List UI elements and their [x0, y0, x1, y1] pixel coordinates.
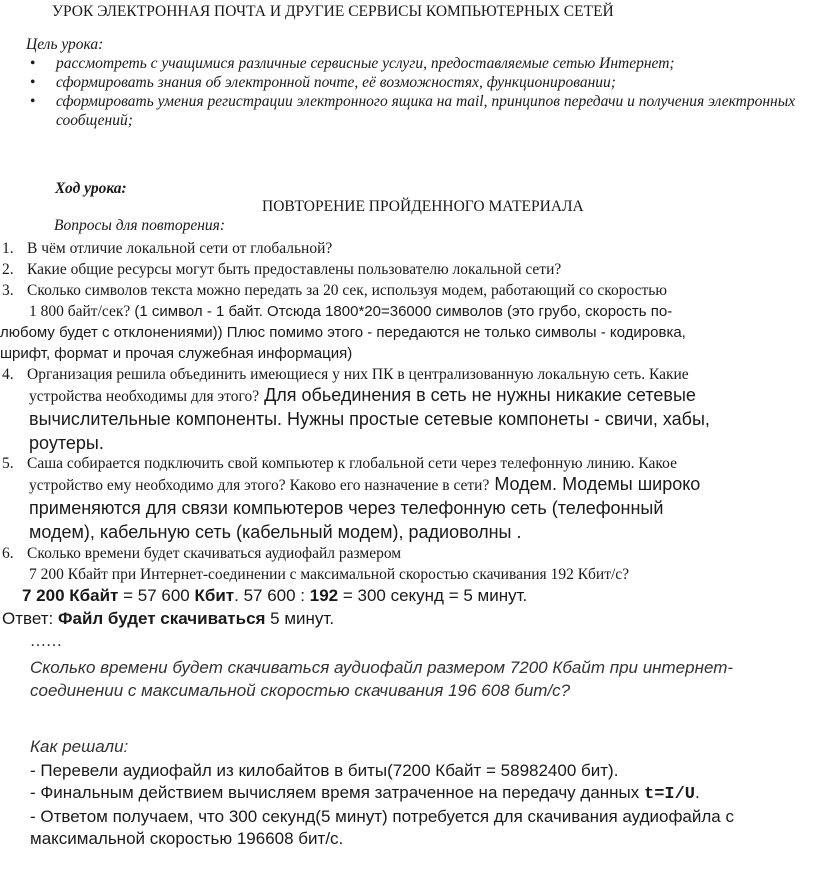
- question-text: Организация решила объединить имеющиеся у них ПК в централизованную локальную сеть. Какие: [27, 366, 689, 383]
- question-text: Какие общие ресурсы могут быть предоставлены пользователю локальной сети?: [27, 261, 562, 278]
- question-text: устройство ему необходимо для этого? Каково его назначение в сети?: [29, 477, 490, 494]
- question-item: 1. В чём отличие локальной сети от глобальной?: [0, 238, 800, 259]
- goal-item: • рассмотреть с учащимися различные сервисные услуги, предоставляемые сетью Интернет;: [30, 55, 675, 72]
- solution-step: - Ответом получаем, что 300 секунд(5 минут) потребуется для скачивания аудиофайла с максимальной скоростью 196608 бит/с.: [30, 807, 734, 848]
- question-text: 1 800 байт/сек?: [29, 303, 131, 320]
- goal-label: Цель урока:: [26, 36, 104, 53]
- questions-label: Вопросы для повторения:: [54, 217, 226, 234]
- answer-text: Модем. Модемы широко: [489, 474, 701, 494]
- bullet-icon: •: [30, 55, 36, 72]
- question-item: 2. Какие общие ресурсы могут быть предоставлены пользователю локальной сети?: [0, 259, 800, 280]
- answer-text: применяются для связи компьютеров через телефонную сеть (телефонный: [29, 498, 664, 518]
- question-item: 6. Сколько времени будет скачиваться аудиофайл размером 7 200 Кбайт при Интернет-соединении с максимальной скоростью скачивания 192 Кбит/с?: [0, 543, 800, 585]
- goal-item: • сформировать знания об электронной почте, её возможностях, функционировании;: [30, 74, 616, 91]
- goals-list: [28, 54, 798, 130]
- question-text: Сколько символов текста можно передать за 20 сек, используя модем, работающий со скоростью: [27, 282, 667, 299]
- lesson-title: УРОК ЭЛЕКТРОННАЯ ПОЧТА И ДРУГИЕ СЕРВИСЫ КОМПЬЮТЕРНЫХ СЕТЕЙ: [52, 3, 614, 20]
- question-item: 5. Саша собирается подключить свой компьютер к глобальной сети через телефонную линию. Какое устройство ему необходимо для этого? Каково его назначение в сети? Модем. Модемы широко применяются для связи компьютеров через телефонную сеть (телефонный модем), кабельную сеть (кабельный модем), радиоволны .: [0, 453, 800, 544]
- lesson-progress-heading: Ход урока:: [55, 180, 127, 197]
- answer-line: Ответ: Файл будет скачиваться 5 минут.: [2, 609, 335, 628]
- goal-item: • сформировать умения регистрации электронного ящика на mail, принципов передачи и получения электронных сообщений;: [30, 93, 796, 129]
- question-item: 4. Организация решила объединить имеющиеся у них ПК в централизованную локальную сеть. Какие устройства необходимы для этого? Для обьединения в сеть не нужны никакие сетевые вычислительные компоненты. Нужны простые сетевые компонеты - свичи, хабы, роутеры.: [0, 364, 800, 455]
- question-text: 7 200 Кбайт при Интернет-соединении с максимальной скоростью скачивания 192 Кбит/с?: [29, 566, 630, 583]
- solution-steps: [30, 760, 810, 850]
- bullet-icon: •: [30, 93, 36, 110]
- calculation-line: 7 200 Кбайт = 57 600 Кбит. 57 600 : 192 = 300 секунд = 5 минут.: [22, 586, 528, 605]
- bullet-icon: •: [30, 74, 36, 91]
- formula: t=I/U: [644, 785, 696, 804]
- question-text: устройства необходимы для этого?: [29, 388, 260, 405]
- question-text: В чём отличие локальной сети от глобальной?: [27, 240, 333, 257]
- question-text: Сколько времени будет скачиваться аудиофайл размером: [27, 545, 402, 562]
- answer-text: шрифт, формат и прочая служебная информация): [0, 345, 353, 362]
- question-text: Саша собирается подключить свой компьютер к глобальной сети через телефонную линию. Какое: [27, 455, 677, 472]
- answer-text: (1 символ - 1 байт. Отсюда 1800*20=36000 символов (это грубо, скорость по-: [130, 303, 673, 320]
- question-item: 3. Сколько символов текста можно передать за 20 сек, используя модем, работающий со скоростью 1 800 байт/сек? (1 символ - 1 байт. Отсюда 1800*20=36000 символов (это грубо, скорость по- любому будет с отклонениями)) Плюс помимо этого - передаются не только символы - кодировка, шрифт, формат и прочая служебная информация): [0, 280, 800, 364]
- how-solved-label: Как решали:: [30, 737, 129, 756]
- answer-text: роутеры.: [29, 433, 104, 453]
- answer-text: вычислительные компоненты. Нужны простые сетевые компонеты - свичи, хабы,: [29, 409, 710, 429]
- answer-text: Для обьединения в сеть не нужны никакие сетевые: [259, 385, 696, 405]
- answer-text: модем), кабельную сеть (кабельный модем), радиоволны .: [29, 522, 522, 542]
- answer-text: любому будет с отклонениями)) Плюс помимо этого - передаются не только символы - кодировка,: [0, 324, 686, 341]
- ellipsis: ……: [30, 633, 62, 650]
- solution-step: - Финальным действием вычисляем время затраченное на передачу данных t=I/U.: [30, 783, 700, 804]
- repeat-heading: ПОВТОРЕНИЕ ПРОЙДЕННОГО МАТЕРИАЛА: [262, 198, 584, 215]
- extra-question: Сколько времени будет скачиваться аудиофайл размером 7200 Кбайт при интернет-соединении с максимальной скоростью скачивания 196 608 бит/с?: [30, 658, 734, 700]
- solution-step: - Перевели аудиофайл из килобайтов в биты(7200 Кбайт = 58982400 бит).: [30, 761, 619, 780]
